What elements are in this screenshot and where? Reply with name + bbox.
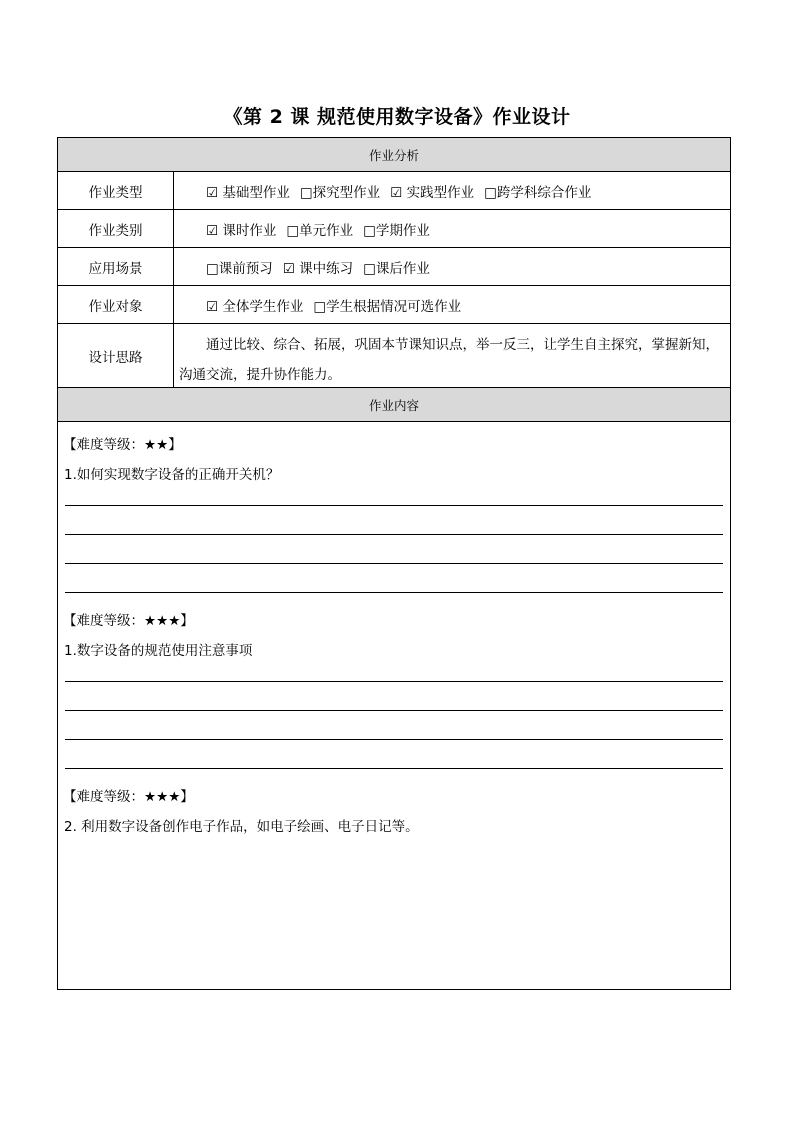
option-after-class[interactable]: □课后作业: [363, 260, 430, 277]
option-term[interactable]: □学期作业: [363, 222, 430, 239]
audience-options: [206, 286, 730, 323]
design-idea-row: [58, 324, 730, 388]
homework-type-label: 作业类型: [58, 172, 174, 209]
homework-category-options: [206, 210, 730, 247]
option-practice[interactable]: ☑ 实践型作业: [390, 184, 475, 201]
answer-line[interactable]: [65, 563, 723, 564]
answer-line[interactable]: [65, 739, 723, 740]
difficulty-level: 【难度等级：★★★】: [63, 613, 194, 629]
answer-line[interactable]: [65, 505, 723, 506]
audience-label: 作业对象: [58, 286, 174, 323]
option-interdisciplinary[interactable]: □跨学科综合作业: [484, 184, 592, 201]
option-unit[interactable]: □单元作业: [286, 222, 354, 239]
question-text: 1.如何实现数字设备的正确开关机？: [64, 467, 280, 483]
scenario-options: [206, 248, 730, 285]
answer-line[interactable]: [65, 592, 723, 593]
option-in-class[interactable]: ☑ 课中练习: [282, 260, 354, 277]
scenario-label: 应用场景: [58, 248, 174, 285]
audience-row: [58, 286, 730, 324]
option-optional[interactable]: □学生根据情况可选作业: [313, 298, 462, 315]
option-preview[interactable]: □课前预习: [206, 260, 273, 277]
difficulty-level: 【难度等级：★★】: [63, 437, 182, 453]
answer-line[interactable]: [65, 534, 723, 535]
analysis-header: 作业分析: [58, 138, 730, 172]
homework-type-options: [206, 172, 730, 209]
homework-type-row: [58, 172, 730, 210]
homework-category-label: 作业类别: [58, 210, 174, 247]
homework-category-row: [58, 210, 730, 248]
option-basic[interactable]: ☑ 基础型作业: [206, 184, 290, 201]
option-explore[interactable]: □探究型作业: [299, 184, 381, 201]
difficulty-level: 【难度等级：★★★】: [63, 789, 194, 805]
design-idea-text: 通过比较、综合、拓展，巩固本节课知识点，举一反三，让学生自主探究，掌握新知，沟通交流，提升协作能力。: [179, 337, 719, 383]
design-idea-label: 设计思路: [58, 324, 174, 387]
homework-table: [57, 137, 731, 990]
page-title: 《第 2 课 规范使用数字设备》作业设计: [223, 106, 571, 128]
content-header: 作业内容: [58, 388, 730, 422]
answer-line[interactable]: [65, 768, 723, 769]
question-text: 2. 利用数字设备创作电子作品，如电子绘画、电子日记等。: [64, 819, 419, 835]
question-text: 1.数字设备的规范使用注意事项: [64, 643, 253, 659]
scenario-row: [58, 248, 730, 286]
answer-line[interactable]: [65, 710, 723, 711]
homework-content: [58, 421, 730, 989]
option-all-students[interactable]: ☑ 全体学生作业: [206, 298, 304, 315]
option-lesson[interactable]: ☑ 课时作业: [206, 222, 277, 239]
answer-line[interactable]: [65, 681, 723, 682]
